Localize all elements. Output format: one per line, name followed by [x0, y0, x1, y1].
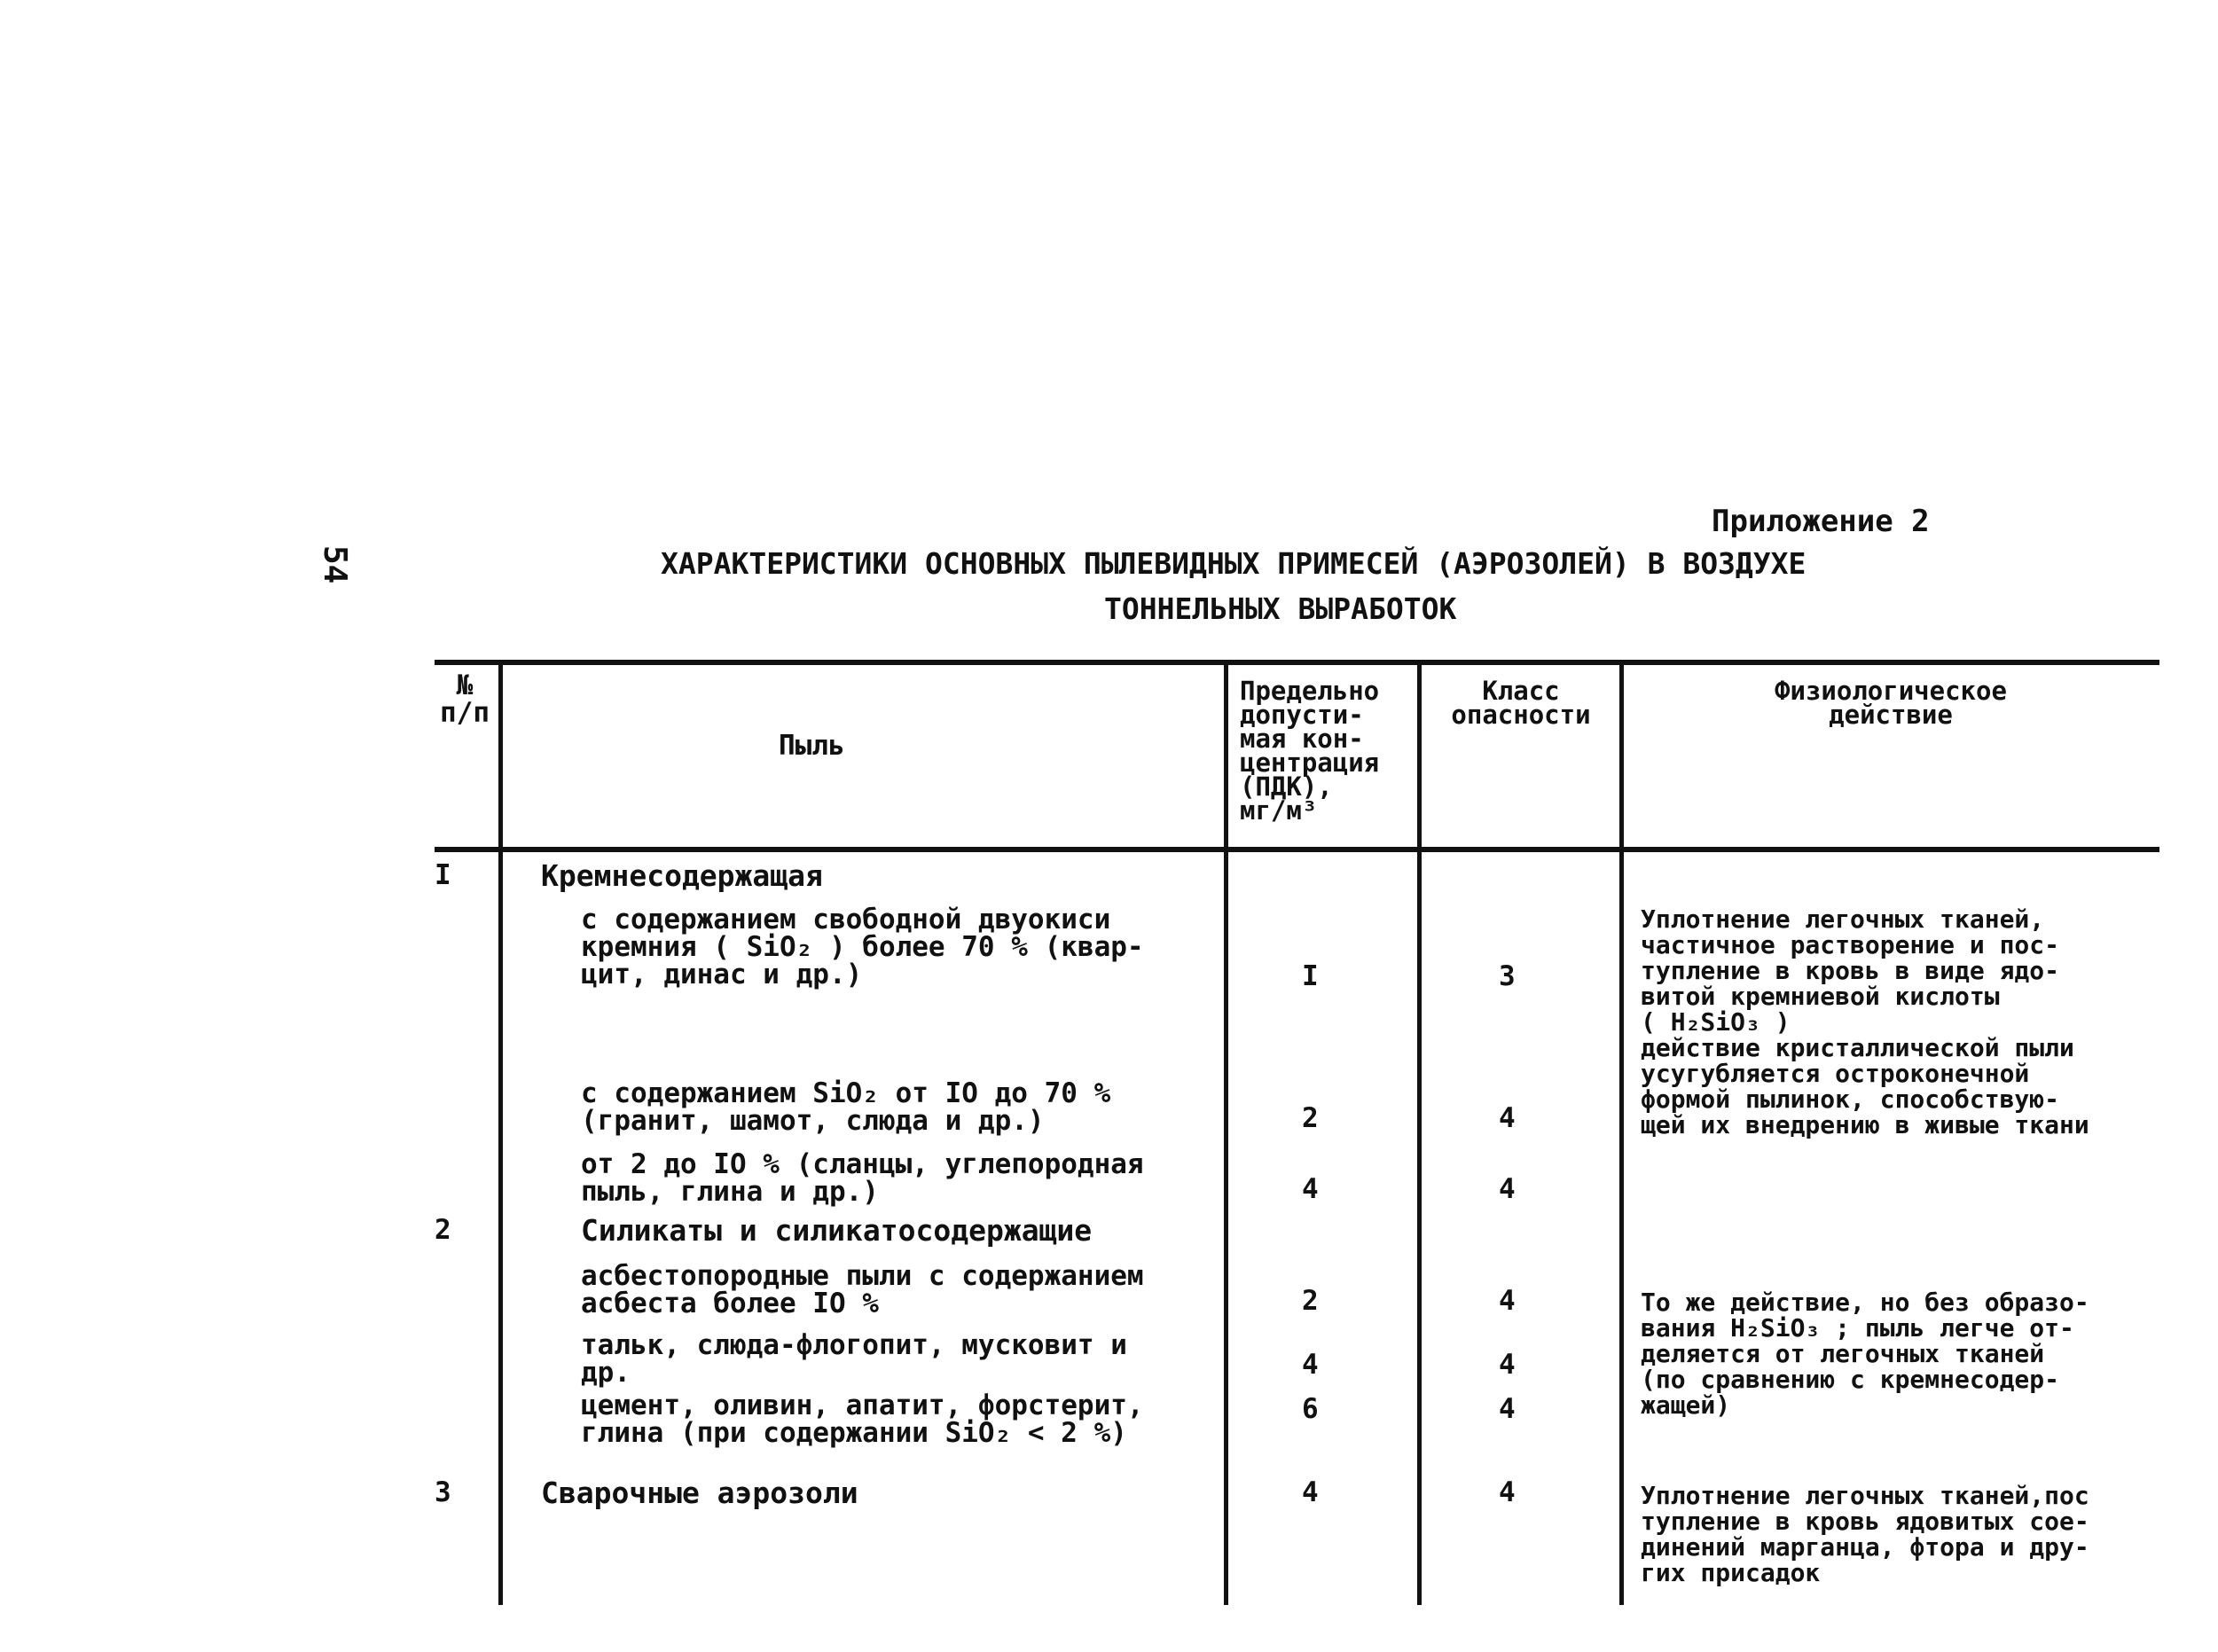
group-number: 2 [435, 1214, 451, 1246]
table-row-dust: с содержанием SiO₂ от IO до 70 % (гранит, шамот, слюда и др.) [581, 1077, 1111, 1137]
table-row-hazard: 4 [1499, 1173, 1516, 1205]
effect-text: То же действие, но без образо- вания H₂SiO₃ ; пыль легче от- деляется от легочных тканей (по сравнению с кремнесодер- жащей) [1641, 1288, 2089, 1420]
table-row-hazard: 4 [1499, 1393, 1516, 1425]
column-divider [1619, 663, 1624, 1605]
header-effect: Физиологическое действие [1775, 676, 2007, 730]
header-num: № п/п [440, 669, 490, 729]
table-header-rule [435, 847, 2159, 852]
group-number: 3 [435, 1476, 451, 1508]
table-row-hazard: 4 [1499, 1102, 1516, 1134]
column-divider [1417, 663, 1422, 1605]
effect-text: Уплотнение легочных тканей,пос тупление в кровь ядовитых сое- динений марганца, фтора и дру- гих присадок [1641, 1481, 2089, 1587]
column-divider [1224, 663, 1228, 1605]
header-dust: Пыль [779, 730, 845, 762]
header-hazard: Класс опасности [1451, 676, 1591, 730]
table-row-hazard: 3 [1499, 960, 1516, 992]
table-row-dust: цемент, оливин, апатит, форстерит, глина (при содержании SiO₂ < 2 %) [581, 1390, 1144, 1449]
table-row-mpc: 4 [1302, 1476, 1319, 1508]
table-row-dust: асбестопородные пыли с содержанием асбеста более IO % [581, 1260, 1144, 1319]
table-row-dust: от 2 до IO % (сланцы, углепородная пыль, глина и др.) [581, 1148, 1144, 1208]
table-row-mpc: 4 [1302, 1173, 1319, 1205]
table-row-dust: тальк, слюда-флогопит, мусковит и др. [581, 1329, 1127, 1389]
table-row-hazard: 4 [1499, 1476, 1516, 1508]
header-mpc: Предельно допусти- мая кон- центрация (ПДК), мг/м³ [1240, 676, 1380, 826]
group-title: Сварочные аэрозоли [541, 1476, 858, 1510]
table-row-mpc: 4 [1302, 1349, 1319, 1381]
effect-text: Уплотнение легочных тканей, частичное растворение и пос- тупление в кровь в виде ядо- витой кремниевой кислоты ( H₂SiO₃ ) действие кристаллической пыли усугубляется остроконечной формой пылинок, способствую- щей их внедрению в живые ткани [1641, 904, 2089, 1139]
appendix-label: Приложение 2 [1712, 504, 1930, 539]
table-row-mpc: I [1302, 960, 1319, 992]
table-row-hazard: 4 [1499, 1285, 1516, 1317]
table-row-dust: с содержанием свободной двуокиси кремния ( SiO₂ ) более 70 % (квар- цит, динас и др.) [581, 904, 1144, 990]
table-top-rule [435, 660, 2159, 665]
table-row-mpc: 2 [1302, 1102, 1319, 1134]
group-title: Силикаты и силикатосодержащие [581, 1213, 1093, 1248]
column-divider [498, 663, 503, 1605]
document-title: ХАРАКТЕРИСТИКИ ОСНОВНЫХ ПЫЛЕВИДНЫХ ПРИМЕСЕЙ (АЭРОЗОЛЕЙ) В ВОЗДУХЕ [661, 546, 1807, 581]
table-row-mpc: 2 [1302, 1285, 1319, 1317]
group-title: Кремнесодержащая [541, 858, 823, 893]
table-row-mpc: 6 [1302, 1393, 1319, 1425]
table-row-hazard: 4 [1499, 1349, 1516, 1381]
page-number: 54 [317, 545, 353, 584]
group-number: I [435, 859, 451, 891]
document-subtitle: ТОННЕЛЬНЫХ ВЫРАБОТОК [1104, 591, 1457, 626]
